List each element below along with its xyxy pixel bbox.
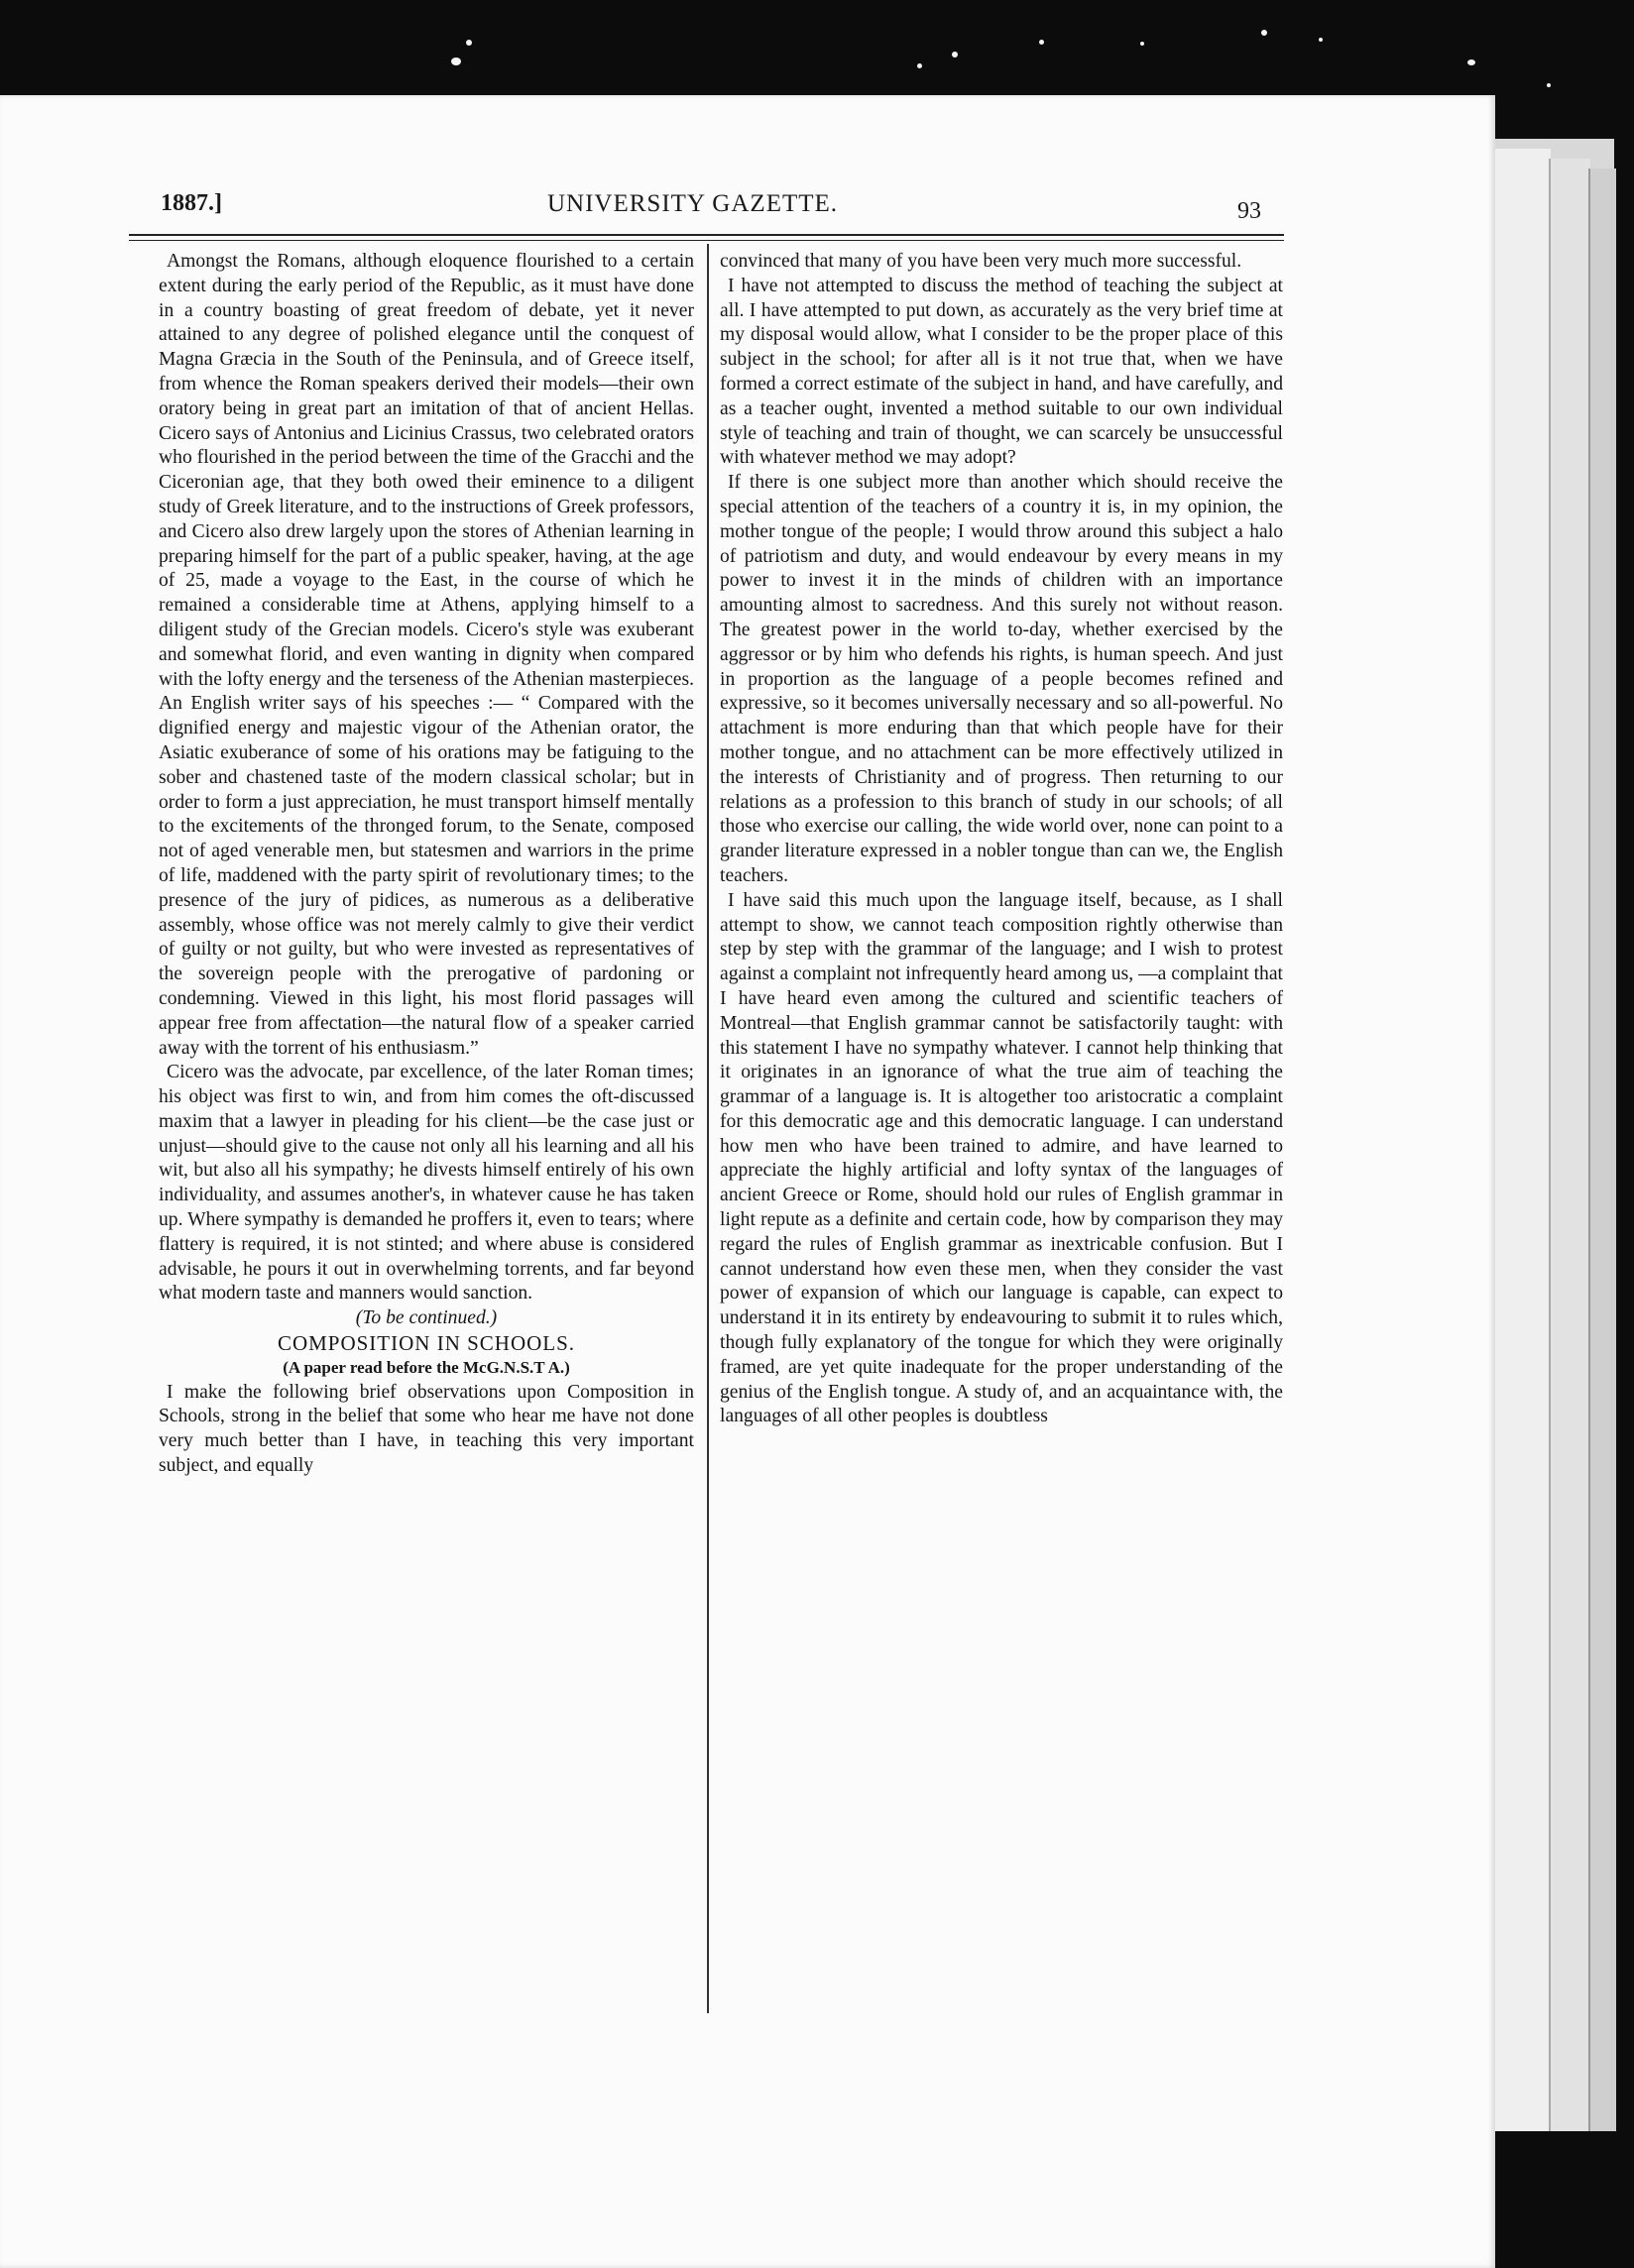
header-rule [129,234,1284,241]
section-subtitle: (A paper read before the McG.N.S.T A.) [283,1357,570,1377]
paragraph: convinced that many of you have been very much more successful. [720,251,1242,272]
column-divider [707,244,709,2013]
left-column [159,250,694,1479]
section-title: COMPOSITION IN SCHOOLS. [277,1331,576,1356]
header-year: 1887.] [161,190,222,216]
page-header [161,190,1261,230]
paragraph: Cicero was the advocate, par excellence, of the later Roman times; his object was first to win, and from him comes the oft-discussed maxim that a lawyer in pleading for his client—be the case just or unjust—should give to the cause not only all his learning and all his wit, but also all his sympathy; he divests himself entirely of his own individuality, and assumes another's, in whatever cause he has taken up. Where sympathy is demanded he proffers it, even to tears; where flattery is required, it is not stinted; and where abuse is considered advisable, he pours it out in overwhelming torrents, and far beyond what modern taste and manners would sanction. [159,1062,694,1304]
paragraph: I have not attempted to discuss the method of teaching the subject at all. I have attempted to put down, as accurately as the very brief time at my disposal would allow, what I consider to be the proper place of this subject in the school; for after all is it not true that, when we have formed a correct estimate of the subject in hand, and have carefully, and as a teacher ought, invented a method suitable to our own individual style of teaching and train of thought, we can scarcely be unsuccessful with whatever method we may adopt? [720,275,1283,469]
paragraph: I have said this much upon the language itself, because, as I shall attempt to show, we cannot teach composition rightly otherwise than step by step with the grammar of the language; and I wish to protest against a complaint not infrequently heard among us, —a complaint that I have heard even among the cultured and scientific teachers of Montreal—that English grammar cannot be satisfactorily taught: with this statement I have no sympathy whatever. I cannot help thinking that it originates in an ignorance of what the true aim of teaching the grammar of a language is. It is altogether too aristocratic a complaint for this democratic age and this democratic language. I can understand how men who have been trained to admire, and have learned to appreciate the highly artificial and lofty syntax of the languages of ancient Greece or Rome, should hold our rules of English grammar in light repute as a definite and certain code, how by comparison they may regard the rules of English grammar as inextricable confusion. But I cannot understand how even these men, when they consider the vast power of expansion of which our language is capable, can expect to understand it in its entirety by endeavouring to submit it to rules which, though fully explanatory of the tongue for which they were originally framed, are yet quite inadequate for the proper understanding of the genius of the English tongue. A study of, and an acquaintance with, the languages of all other peoples is doubtless [720,889,1283,1427]
book-edge-cover [1588,169,1616,2131]
book-edge-board [1549,159,1590,2131]
paragraph: Amongst the Romans, although eloquence flourished to a certain extent during the early period of the Republic, as it must have done in a country boasting of great freedom of debate, yet it never attained to any degree of polished elegance until the conquest of Magna Græcia in the South of the Peninsula, and of Greece itself, from whence the Roman speakers derived their models—their own oratory being in great part an imitation of that of ancient Hellas. Cicero says of Antonius and Licinius Crassus, two celebrated orators who flourished in the period between the time of the Gracchi and the Ciceronian age, that they both owed their eminence to a diligent study of Greek literature, and to the instructions of Greek professors, and Cicero also drew largely upon the stores of Athenian learning in preparing himself for the part of a public speaker, having, at the age of 25, made a voyage to the East, in the course of which he remained a considerable time at Athens, applying himself to a diligent study of the Grecian models. Cicero's style was exuberant and somewhat florid, and even wanting in dignity when compared with the lofty energy and the terseness of the Athenian masterpieces. An English writer says of his speeches :— “ Compared with the dignified energy and majestic vigour of the Athenian orator, the Asiatic exuberance of some of his orations may be fatiguing to the sober and chastened taste of the modern classical scholar; but in order to form a just appreciation, he must transport himself mentally to the excitements of the thronged forum, to the Senate, composed not of aged venerable men, but statesmen and warriors in the prime of life, maddened with the party spirit of revolutionary times; to the presence of the jury of pidices, as numerous as a deliberative assembly, whose office was not merely calmly to give their verdict of guilty or not guilty, but who were invested as representatives of the sovereign people with the prerogative of pardoning or condemning. Viewed in this light, his most florid passages will appear free from affectation—the natural flow of a speaker carried away with the torrent of his enthusiasm.” [159,251,694,1059]
page-number: 93 [1237,198,1261,224]
paragraph: If there is one subject more than another which should receive the special attention of the teachers of a country it is, in my opinion, the mother tongue of the people; I would throw around this subject a halo of patriotism and duty, and would endeavour by every means in my power to invest it in the minds of children with an importance amounting almost to sacredness. And this surely not without reason. The greatest power in the world to-day, whether exercised by the aggressor or by him who defends his rights, is human speech. And just in proportion as the language of a people becomes refined and expressive, so it becomes universally necessary and so all-powerful. No attachment is more enduring than that which people have for their mother tongue, and no attachment can be more effectively utilized in the interests of Christianity and of progress. Then returning to our relations as a profession to this branch of study in our schools; of all those who exercise our calling, the wide world over, none can point to a grander literature expressed in a nobler tongue than can we, the English teachers. [720,472,1283,886]
paragraph: I make the following brief observations upon Composition in Schools, strong in the belief that some who hear me have not done very much better than I have, in teaching this very important subject, and equally [159,1381,694,1477]
header-title: UNIVERSITY GAZETTE. [547,190,839,217]
right-column [720,250,1283,1429]
book-edge-page [1493,149,1551,2131]
continued-note: (To be continued.) [355,1307,498,1329]
